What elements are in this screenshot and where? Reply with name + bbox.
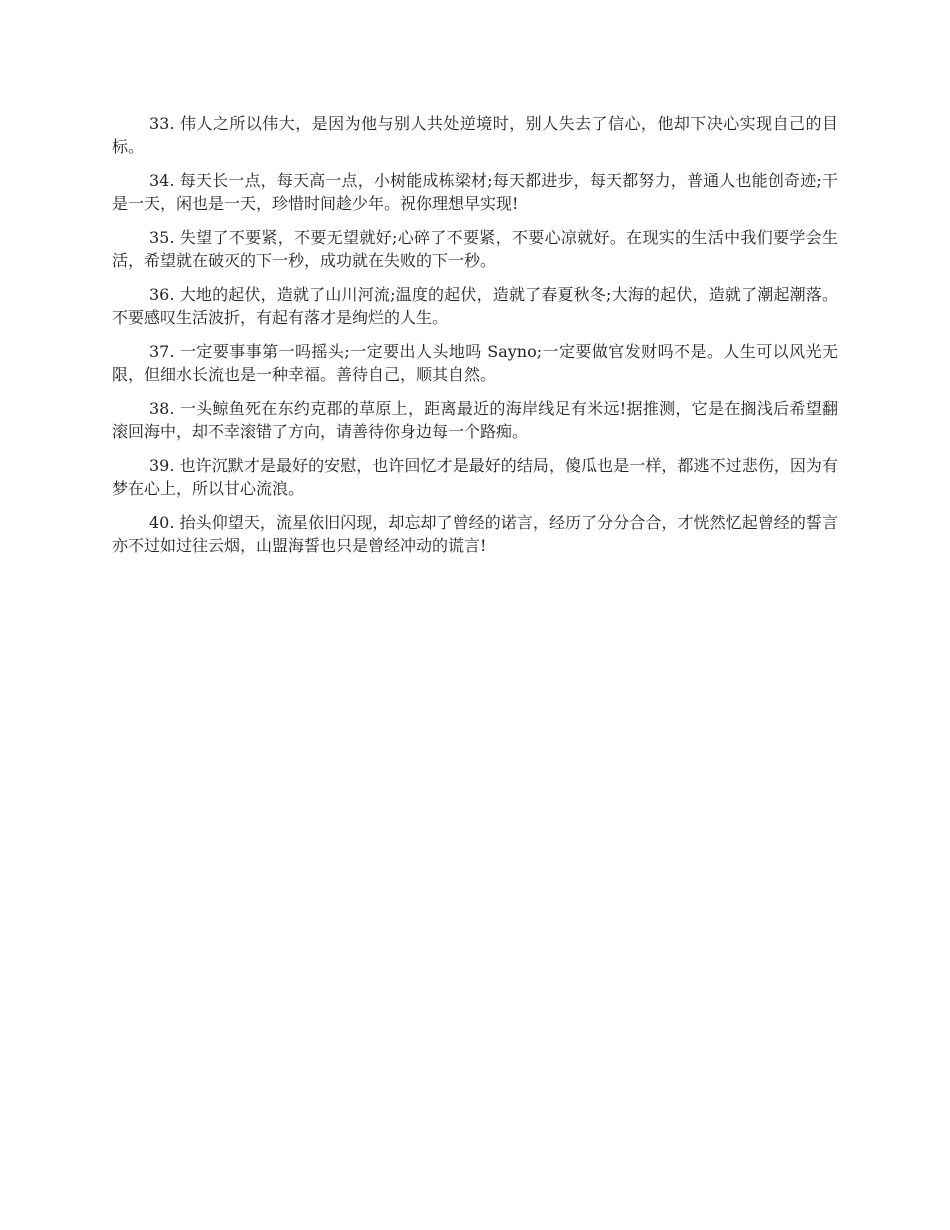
paragraph-34 <box>112 169 838 215</box>
paragraph-text: 失望了不要紧，不要无望就好;心碎了不要紧，不要心凉就好。在现实的生活中我们要学会生活，希望就在破灭的下一秒，成功就在失败的下一秒。 <box>112 228 838 270</box>
paragraph-text: 抬头仰望天，流星依旧闪现，却忘却了曾经的诺言，经历了分分合合，才恍然忆起曾经的誓言亦不过如过往云烟，山盟海誓也只是曾经冲动的谎言! <box>112 513 838 555</box>
paragraph-36 <box>112 283 838 329</box>
paragraph-text: 伟人之所以伟大，是因为他与别人共处逆境时，别人失去了信心，他却下决心实现自己的目标。 <box>112 114 838 156</box>
paragraph-38 <box>112 397 838 443</box>
paragraph-number: 36. <box>149 285 175 304</box>
paragraph-number: 34. <box>149 171 175 190</box>
paragraph-39 <box>112 454 838 500</box>
paragraph-33 <box>112 112 838 158</box>
document-page <box>112 112 838 568</box>
paragraph-number: 35. <box>149 228 175 247</box>
paragraph-text: 每天长一点，每天高一点，小树能成栋梁材;每天都进步，每天都努力，普通人也能创奇迹;干是一天，闲也是一天，珍惜时间趁少年。祝你理想早实现! <box>112 171 838 213</box>
paragraph-number: 39. <box>149 456 175 475</box>
paragraph-text: 大地的起伏，造就了山川河流;温度的起伏，造就了春夏秋冬;大海的起伏，造就了潮起潮落。不要感叹生活波折，有起有落才是绚烂的人生。 <box>112 285 838 327</box>
paragraph-37 <box>112 340 838 386</box>
paragraph-number: 33. <box>149 114 175 133</box>
paragraph-35 <box>112 226 838 272</box>
paragraph-text: 一定要事事第一吗摇头;一定要出人头地吗 Sayno;一定要做官发财吗不是。人生可以风光无限，但细水长流也是一种幸福。善待自己，顺其自然。 <box>112 342 838 384</box>
paragraph-text: 也许沉默才是最好的安慰，也许回忆才是最好的结局，傻瓜也是一样，都逃不过悲伤，因为有梦在心上，所以甘心流浪。 <box>112 456 838 498</box>
paragraph-text: 一头鲸鱼死在东约克郡的草原上，距离最近的海岸线足有米远!据推测，它是在搁浅后希望翻滚回海中，却不幸滚错了方向，请善待你身边每一个路痴。 <box>112 399 838 441</box>
paragraph-number: 37. <box>149 342 175 361</box>
paragraph-number: 40. <box>149 513 175 532</box>
paragraph-number: 38. <box>149 399 175 418</box>
paragraph-40 <box>112 511 838 557</box>
